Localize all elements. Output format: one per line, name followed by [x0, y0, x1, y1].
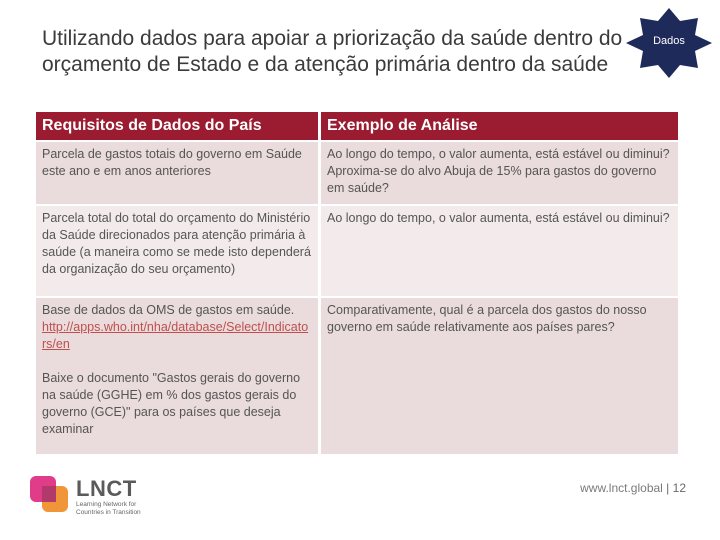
table-row — [36, 142, 678, 206]
requirement-cell: Parcela de gastos totais do governo em Saúde este ano e em anos anteriores — [36, 142, 318, 206]
lnct-logo — [28, 470, 158, 520]
page-number: 12 — [672, 481, 686, 495]
analysis-cell: Ao longo do tempo, o valor aumenta, está estável ou diminui? — [321, 206, 678, 298]
table-row — [36, 206, 678, 298]
table-header-row — [36, 112, 678, 142]
footer-website-link[interactable]: www.lnct.global — [580, 481, 663, 495]
logo-tagline-line: Countries in Transition — [76, 508, 141, 516]
analysis-cell: Ao longo do tempo, o valor aumenta, está estável ou diminui? Aproxima-se do alvo Abuja de 15% para gastos do governo em saúde? — [321, 142, 678, 206]
lnct-logo-icon — [28, 472, 72, 516]
requirement-text: Base de dados da OMS de gastos em saúde. — [42, 303, 295, 317]
column-header-requirements: Requisitos de Dados do País — [36, 112, 318, 142]
footer — [580, 481, 686, 495]
who-database-link[interactable]: http://apps.who.int/nha/database/Select/Indicators/en — [42, 320, 309, 351]
footer-separator: | — [662, 481, 673, 495]
logo-tagline-line: Learning Network for — [76, 501, 137, 508]
requirement-cell: Parcela total do total do orçamento do Ministério da Saúde direcionados para atenção primária à saúde (a maneira como se mede isto dependerá da organização do seu orçamento) — [36, 206, 318, 298]
data-requirements-table — [33, 112, 681, 456]
table-row — [36, 298, 678, 456]
logo-wordmark: LNCT — [76, 476, 137, 501]
analysis-cell: Comparativamente, qual é a parcela dos gastos do nosso governo em saúde relativamente aos países pares? — [321, 298, 678, 456]
requirement-extra-text: Baixe o documento "Gastos gerais do governo na saúde (GGHE) em % dos gastos gerais do governo (GCE)" para os países que deseja examinar — [42, 371, 301, 436]
slide-title: Utilizando dados para apoiar a priorização da saúde dentro do orçamento de Estado e da atenção primária dentro da saúde — [42, 27, 623, 76]
logo-tagline — [76, 501, 156, 516]
data-badge — [626, 8, 712, 78]
requirement-cell — [36, 298, 318, 456]
column-header-analysis: Exemplo de Análise — [321, 112, 678, 142]
badge-label: Dados — [653, 35, 685, 47]
